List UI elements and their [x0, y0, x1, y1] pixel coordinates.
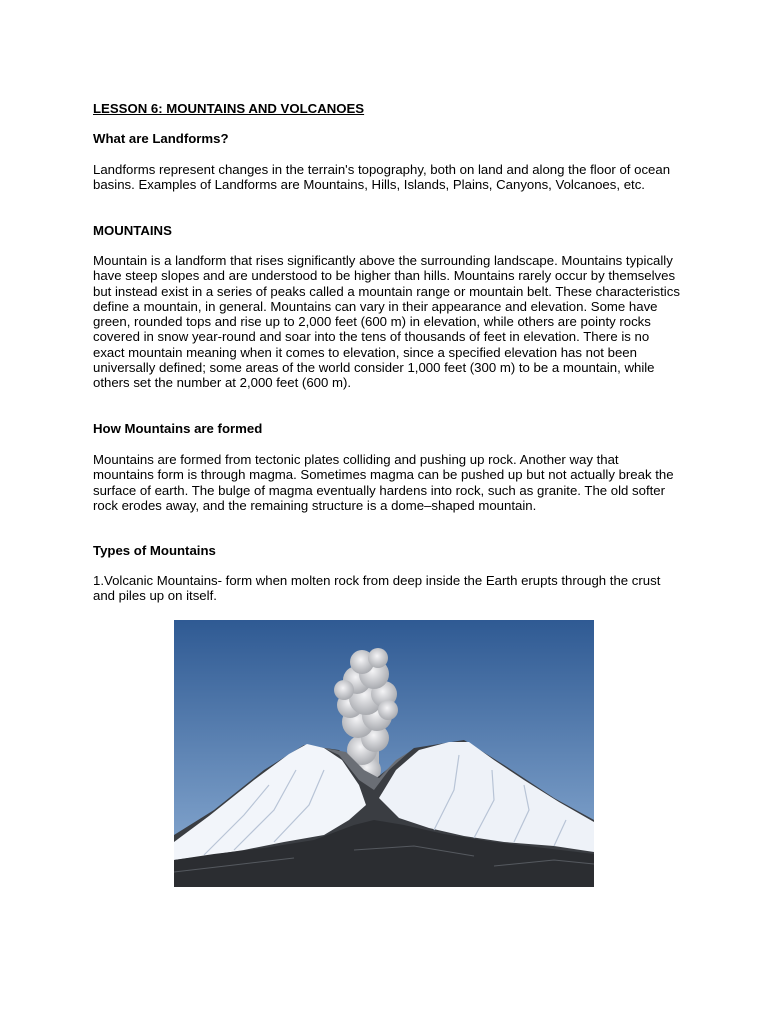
lesson-title: LESSON 6: MOUNTAINS AND VOLCANOES	[93, 101, 365, 116]
landforms-paragraph: Landforms represent changes in the terrain's topography, both on land and along the floor of ocean basins. Examples of Landforms are Mountains, Hills, Islands, Plains, Canyons, Volcanoes, etc.	[93, 162, 671, 193]
volcanic-mountains-paragraph: 1.Volcanic Mountains- form when molten rock from deep inside the Earth erupts through the crust and piles up on itself.	[93, 573, 661, 604]
types-heading: Types of Mountains	[93, 543, 216, 558]
volcano-illustration	[174, 620, 594, 887]
formed-heading: How Mountains are formed	[93, 421, 263, 436]
mountains-heading: MOUNTAINS	[93, 223, 172, 238]
mountains-paragraph: Mountain is a landform that rises significantly above the surrounding landscape. Mountains typically have steep slopes and are understood to be higher than hills. Mountains rarely occur by themselves but instead exist in a series of peaks called a mountain range or mountain belt. These characteristics define a mountain, in general. Mountains can vary in their appearance and elevation. Some have green, rounded tops and rise up to 2,000 feet (600 m) in elevation, while others are pointy rocks covered in snow year-round and soar into the tens of thousands of feet in elevation. There is no exact mountain meaning when it comes to elevation, since a specified elevation has not been universally defined; some areas of the world consider 1,000 feet (300 m) to be a mountain, while others set the number at 2,000 feet (600 m).	[93, 253, 680, 391]
volcano-photo	[174, 620, 594, 887]
landforms-heading: What are Landforms?	[93, 131, 229, 146]
formed-paragraph: Mountains are formed from tectonic plates colliding and pushing up rock. Another way that mountains form is through magma. Sometimes magma can be pushed up but not actually break the surface of earth. The bulge of magma eventually hardens into rock, such as granite. The old softer rock erodes away, and the remaining structure is a dome–shaped mountain.	[93, 452, 674, 513]
